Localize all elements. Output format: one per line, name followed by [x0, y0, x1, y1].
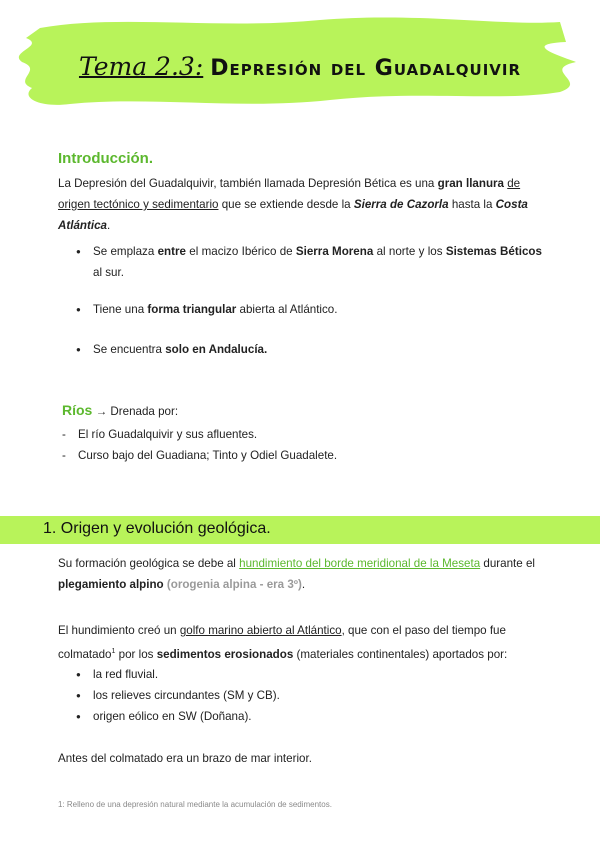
intro-bullet-list-3: [76, 339, 542, 360]
rios-list: [62, 424, 337, 466]
intro-bullet-list-1: [76, 241, 542, 283]
list-item: - El río Guadalquivir y sus afluentes.: [62, 424, 337, 445]
hundimiento-link[interactable]: hundimiento del borde meridional de la Meseta: [239, 557, 481, 570]
arrow-icon: →: [95, 405, 108, 418]
origen-paragraph: Su formación geológica se debe al hundimiento del borde meridional de la Meseta durante el plegamiento alpino (orogenia alpina - era 3º).: [58, 557, 535, 591]
rios-label: Ríos: [62, 402, 93, 418]
hundimiento-paragraph: El hundimiento creó un golfo marino abierto al Atlántico, que con el paso del tiempo fue colmatado$^1$ por los sedimentos erosionados (materiales continentales) aportados por:: [58, 624, 508, 661]
rios-text: Drenada por:: [110, 405, 179, 418]
rios-line: [62, 402, 178, 418]
intro-paragraph: La Depresión del Guadalquivir, también llamada Depresión Bética es una gran llanura de origen tectónico y sedimentario que se extiende desde la Sierra de Cazorla hasta la Costa Atlántica.: [58, 177, 528, 232]
title-main: Depresión del Guadalquivir: [210, 56, 522, 81]
list-item: ● Se encuentra solo en Andalucía.: [76, 339, 542, 360]
title-banner: [0, 0, 600, 125]
section-title: 1. Origen y evolución geológica.: [43, 520, 271, 537]
intro-bullet-list-2: [76, 299, 542, 320]
list-item: ● la red fluvial.: [76, 664, 542, 685]
sediment-source-list: [76, 664, 542, 727]
list-item: ● Se emplaza entre el macizo Ibérico de Sierra Morena al norte y los Sistemas Béticos al sur.: [76, 241, 542, 283]
page-title: [0, 52, 600, 82]
footnote: 1: Relleno de una depresión natural mediante la acumulación de sedimentos.: [58, 800, 332, 809]
list-item: ● los relieves circundantes (SM y CB).: [76, 685, 542, 706]
list-item: ● origen eólico en SW (Doñana).: [76, 706, 542, 727]
footnote-ref: 1: [111, 648, 116, 655]
antes-paragraph: Antes del colmatado era un brazo de mar interior.: [58, 752, 312, 765]
title-prefix: Tema 2.3:: [78, 52, 204, 81]
list-item: ● Tiene una forma triangular abierta al Atlántico.: [76, 299, 542, 320]
intro-heading: Introducción.: [58, 150, 153, 167]
list-item: - Curso bajo del Guadiana; Tinto y Odiel Guadalete.: [62, 445, 337, 466]
